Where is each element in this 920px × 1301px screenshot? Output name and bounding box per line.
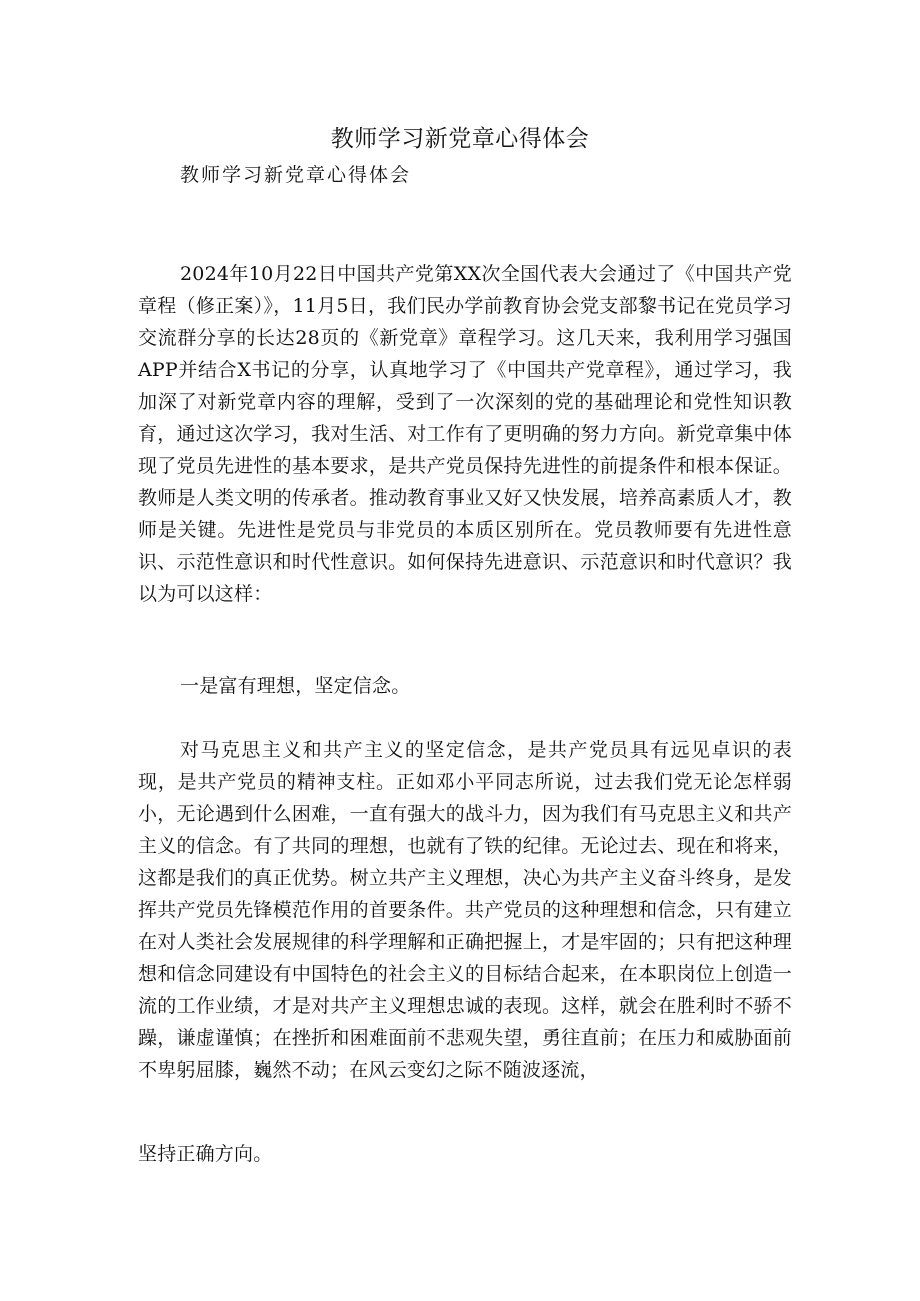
document-subtitle: 教师学习新党章心得体会 [180, 164, 412, 186]
body-paragraph-intro: 2024年10月22日中国共产党第XX次全国代表大会通过了《中国共产党章程（修正案）》，11月5日，我们民办学前教育协会党支部黎书记在党员学习交流群分享的长达28页的《新党章》章程学习。这几天来，我利用学习强国APP并结合X书记的分享，认真地学习了《中国共产党章程》，通过学习，我加深了对新党章内容的理解，受到了一次深刻的党的基础理论和党性知识教育，通过这次学习，我对生活、对工作有了更明确的努力方向。新党章集中体现了党员先进性的基本要求，是共产党员保持先进性的前提条件和根本保证。教师是人类文明的传承者。推动教育事业又好又快发展，培养高素质人才，教师是关键。先进性是党员与非党员的本质区别所在。党员教师要有先进性意识、示范性意识和时代性意识。如何保持先进意识、示范意识和时代意识？我以为可以这样： [138, 263, 792, 605]
document-title: 教师学习新党章心得体会 [330, 126, 590, 152]
body-paragraph-ideals: 对马克思主义和共产主义的坚定信念，是共产党员具有远见卓识的表现，是共产党员的精神支柱。正如邓小平同志所说，过去我们党无论怎样弱小，无论遇到什么困难，一直有强大的战斗力，因为我们有马克思主义和共产主义的信念。有了共同的理想，也就有了铁的纪律。无论过去、现在和将来，这都是我们的真正优势。树立共产主义理想，决心为共产主义奋斗终身，是发挥共产党员先锋模范作用的首要条件。共产党员的这种理想和信念，只有建立在对人类社会发展规律的科学理解和正确把握上，才是牢固的；只有把这种理想和信念同建设有中国特色的社会主义的目标结合起来，在本职岗位上创造一流的工作业绩，才是对共产主义理想忠诚的表现。这样，就会在胜利时不骄不躁，谦虚谨慎；在挫折和困难面前不悲观失望，勇往直前；在压力和威胁面前不卑躬屈膝，巍然不动；在风云变幻之际不随波逐流， [138, 739, 792, 1081]
body-paragraph-heading-point-one: 一是富有理想，坚定信念。 [180, 675, 411, 697]
body-paragraph-continuation: 坚持正确方向。 [138, 1143, 273, 1165]
